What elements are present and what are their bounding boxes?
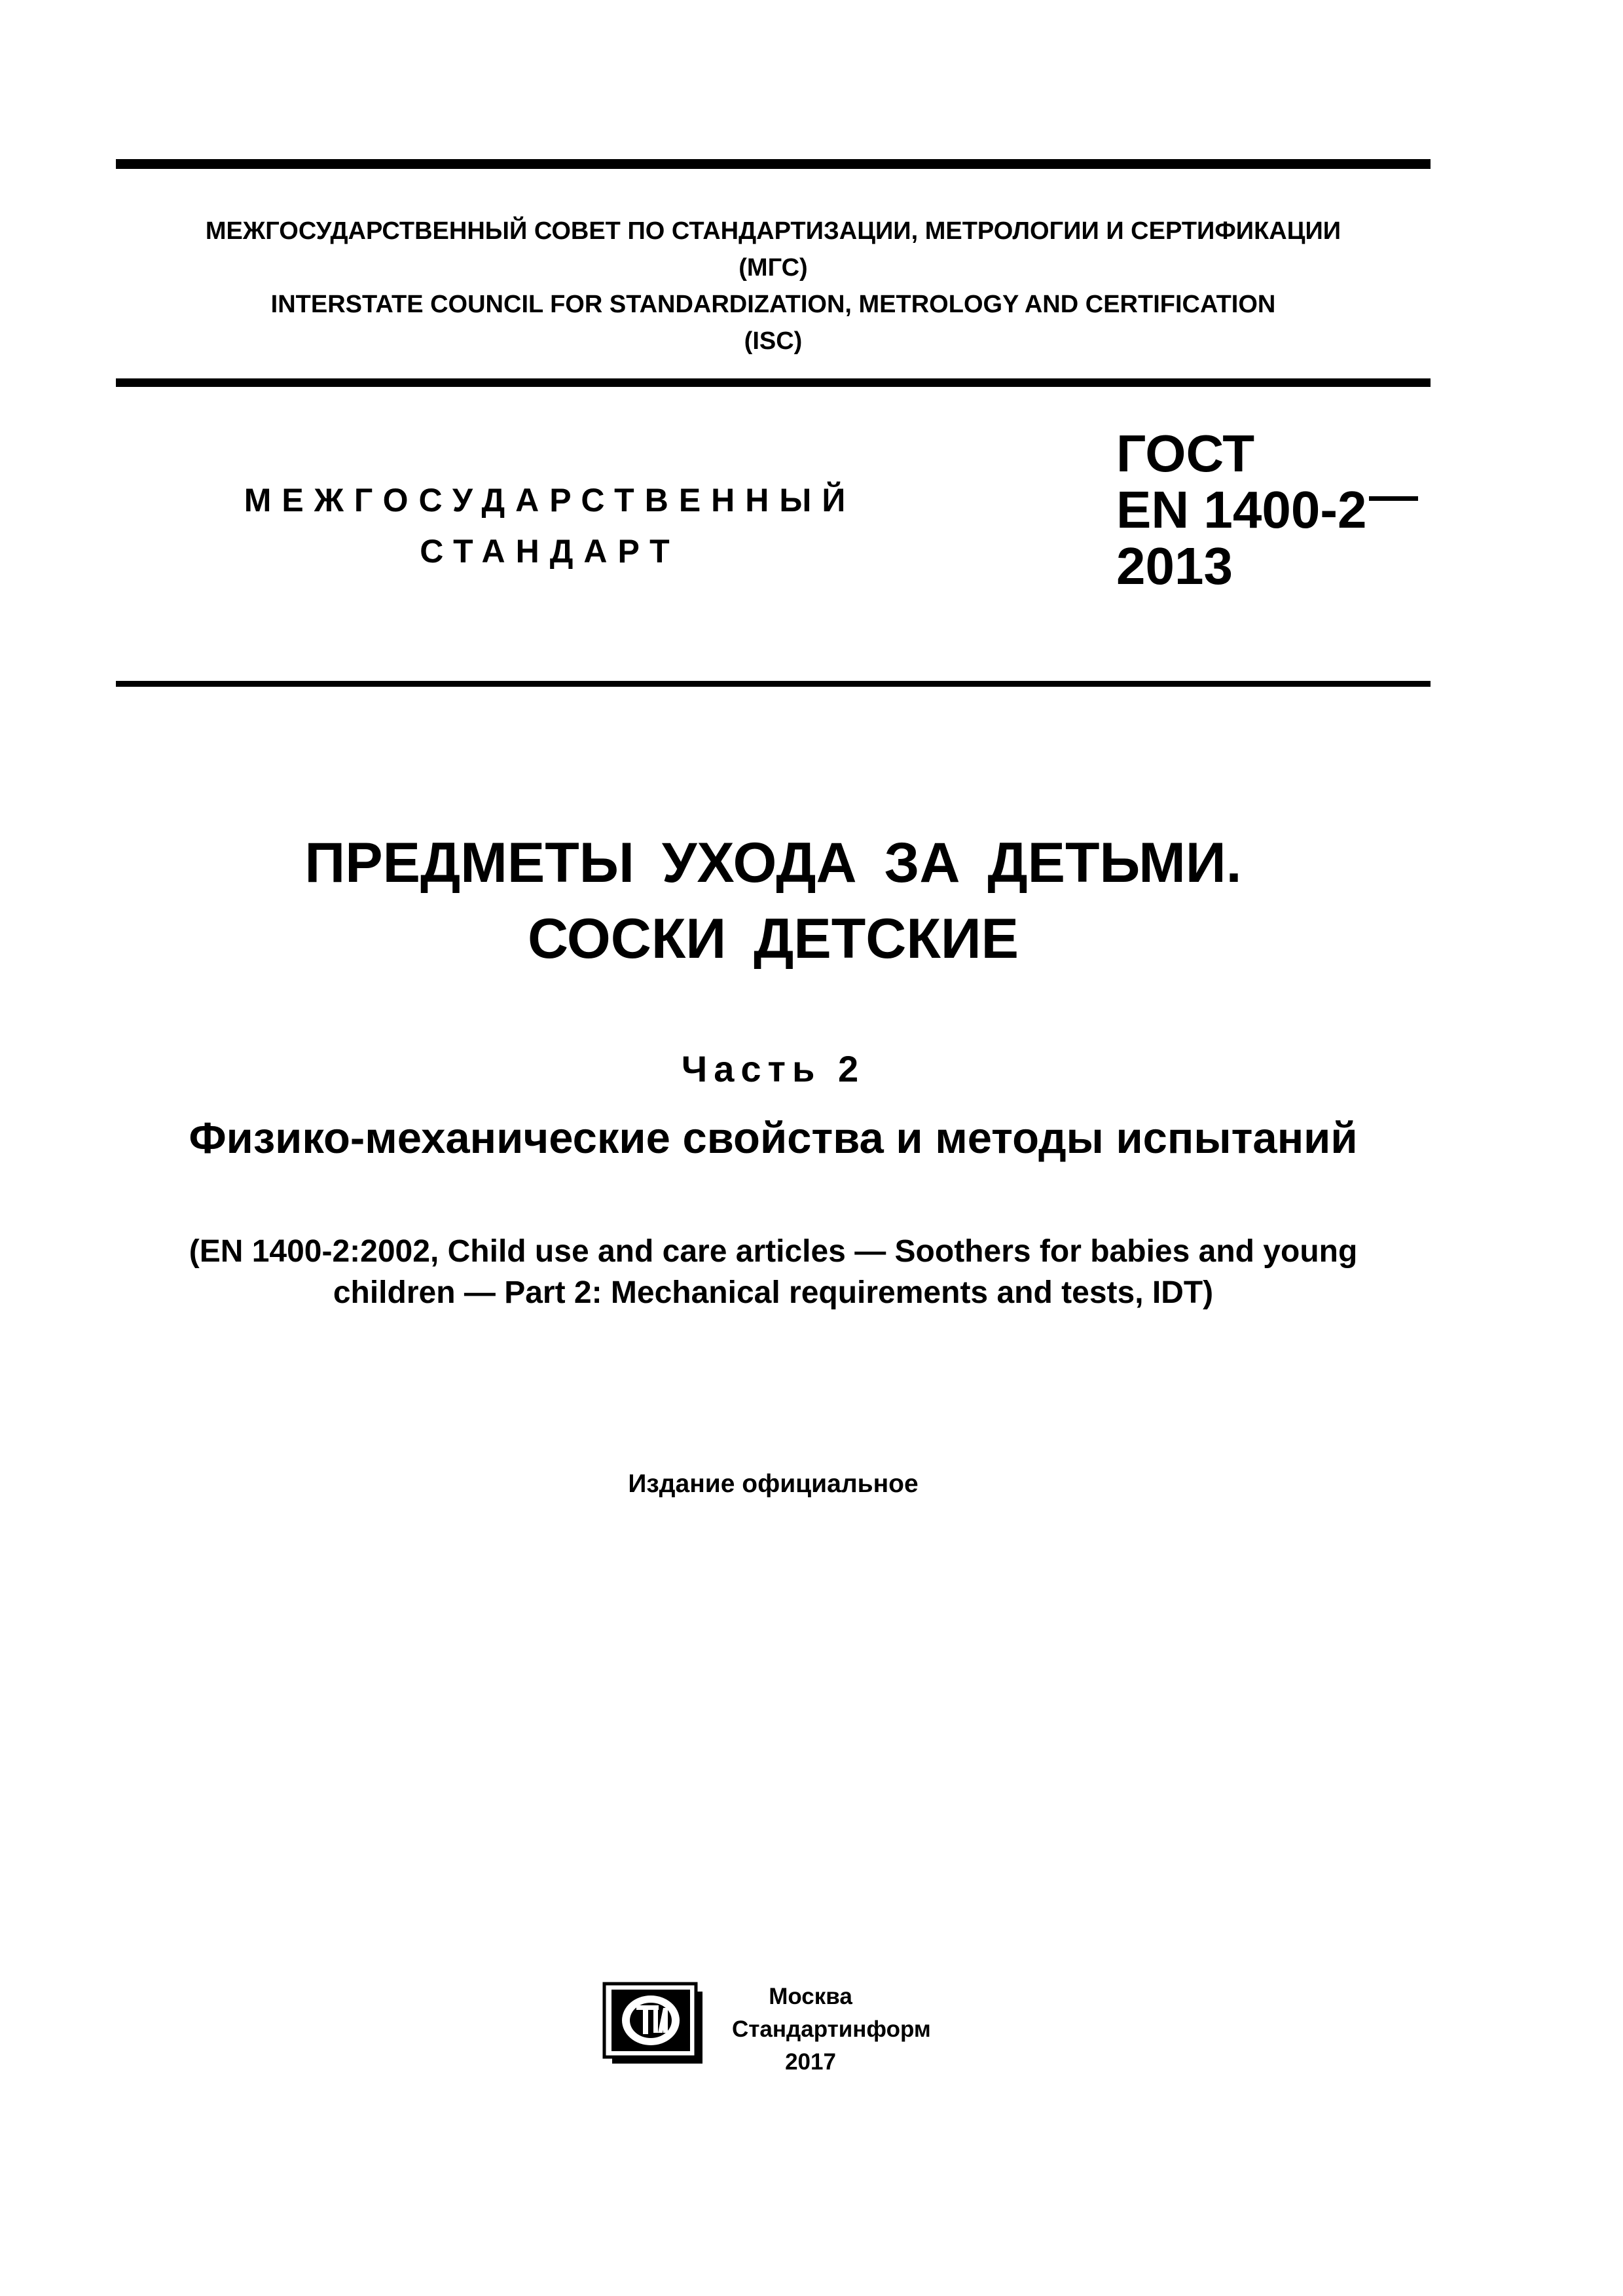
standard-kind-line1: МЕЖГОСУДАРСТВЕННЫЙ <box>244 482 856 519</box>
council-name-ru: МЕЖГОСУДАРСТВЕННЫЙ СОВЕТ ПО СТАНДАРТИЗАЦИИ, МЕТРОЛОГИИ И СЕРТИФИКАЦИИ <box>205 217 1341 245</box>
title-line2: СОСКИ ДЕТСКИЕ <box>527 907 1019 970</box>
council-header <box>116 213 1431 359</box>
designation-prefix: ГОСТ <box>1116 424 1255 483</box>
source-reference-line2: children — Part 2: Mechanical requirements and tests, IDT) <box>333 1275 1214 1310</box>
designation-bottom-rule <box>116 681 1431 687</box>
council-name-en: INTERSTATE COUNCIL FOR STANDARDIZATION, METROLOGY AND CERTIFICATION <box>270 291 1276 318</box>
document-subtitle: Физико-механические свойства и методы испытаний <box>189 1114 1358 1163</box>
standartinform-logo-icon <box>602 1982 704 2066</box>
council-abbr-en: (ISC) <box>744 327 803 355</box>
source-reference-line1: (EN 1400-2:2002, Child use and care articles — Soothers for babies and young <box>189 1234 1358 1269</box>
source-reference <box>116 1231 1431 1313</box>
designation-number-row <box>1116 482 1418 538</box>
designation-year: 2013 <box>1116 537 1233 595</box>
standard-kind-line2: СТАНДАРТ <box>420 533 680 570</box>
council-abbr-ru: (МГС) <box>739 254 808 282</box>
council-bottom-rule <box>116 378 1431 387</box>
edition-label: Издание официальное <box>628 1470 919 1498</box>
designation-dash <box>1369 496 1418 501</box>
document-title <box>116 825 1431 977</box>
top-rule <box>116 159 1431 169</box>
part-label: Часть 2 <box>681 1048 866 1089</box>
publisher-name: Стандартинформ <box>732 2016 931 2042</box>
standard-designation <box>1116 426 1418 594</box>
publisher-year: 2017 <box>785 2049 836 2075</box>
title-line1: ПРЕДМЕТЫ УХОДА ЗА ДЕТЬМИ. <box>304 831 1242 894</box>
designation-number: EN 1400-2 <box>1116 481 1367 539</box>
standard-kind <box>223 475 877 577</box>
publisher-block <box>732 1980 931 2079</box>
publisher-city: Москва <box>769 1984 852 2009</box>
